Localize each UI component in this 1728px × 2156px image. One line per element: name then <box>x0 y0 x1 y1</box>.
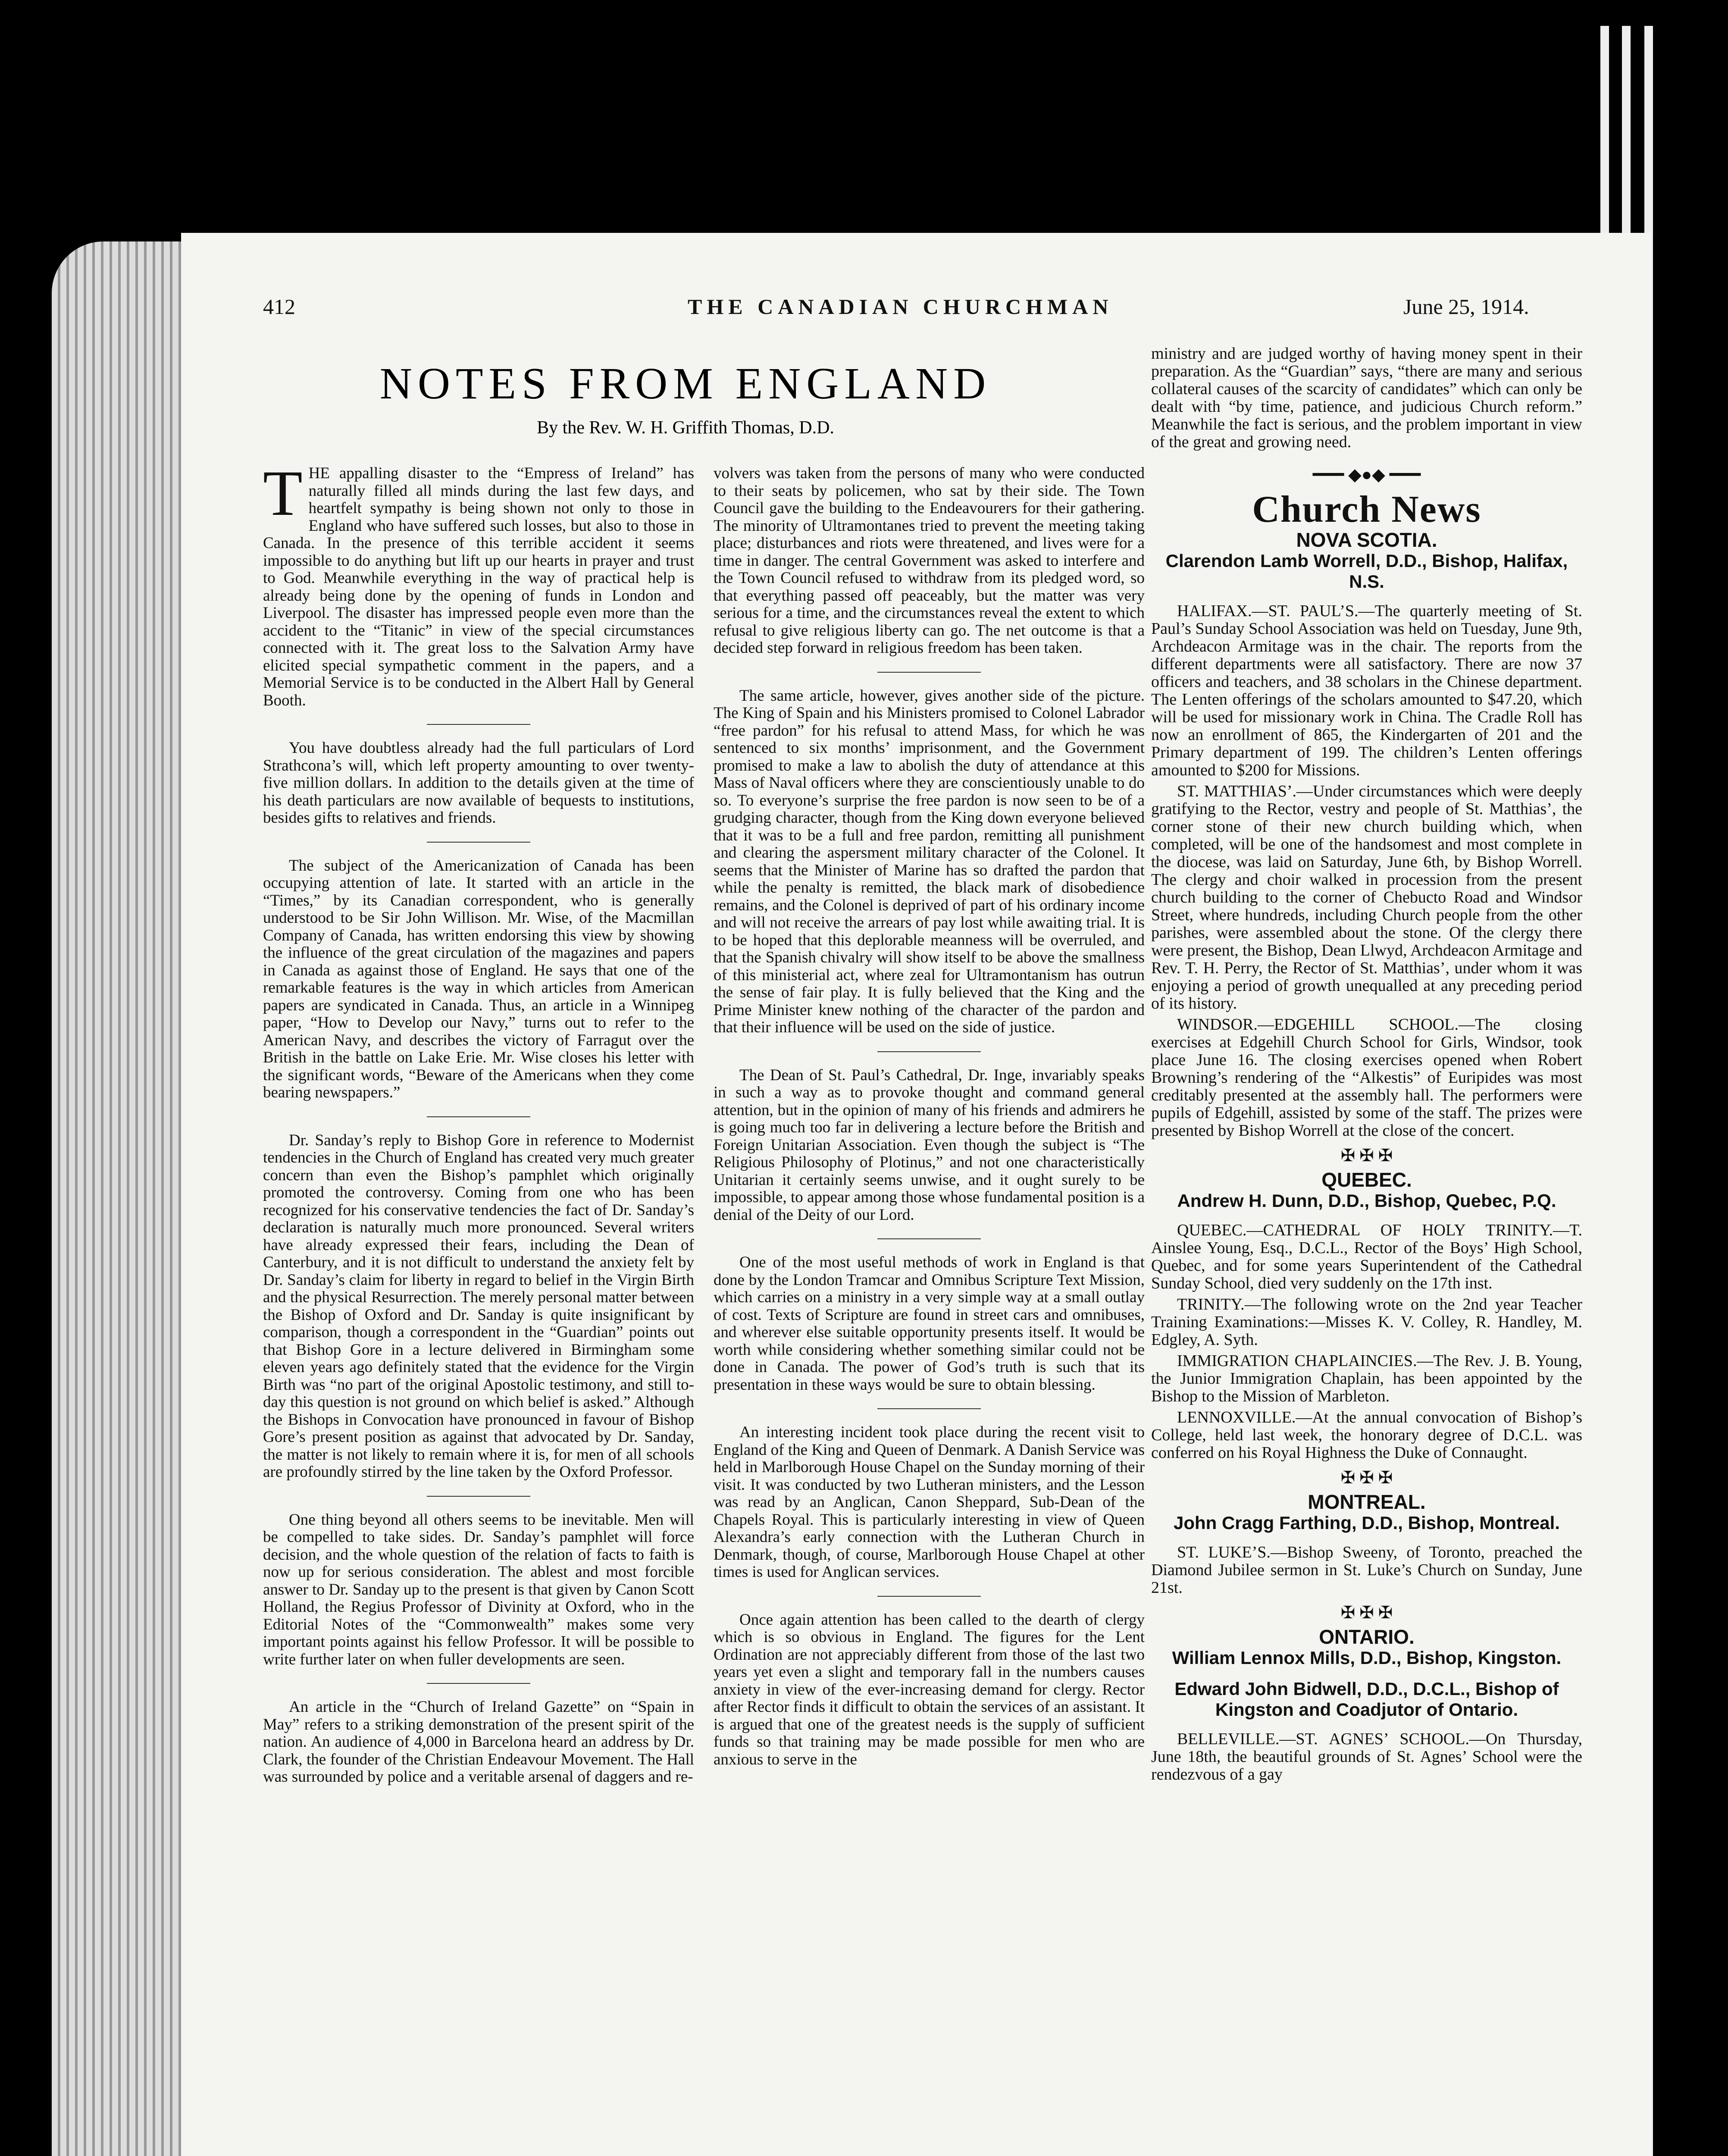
news-item: LENNOXVILLE.—At the annual convocation of Bishop’s College, held last week, the honorary degree of D.C.L. was conferred on his Royal Highness the Duke of Connaught. <box>1151 1408 1582 1462</box>
article-paragraph: An interesting incident took place during the recent visit to England of the King and Queen of Denmark. A Danish Service was held in Marlborough House Chapel on the Sunday morning of their visit. It was conducted by two Lutheran ministers, and the Lesson was read by an Anglican, Canon Sheppard, Sub-Dean of the Chapels Royal. This is particularly interesting in view of Queen Alexandra’s early connection with the Lutheran Church in Denmark, though, of course, Marlborough House Chapel at other times is used for Anglican services. <box>714 1423 1145 1581</box>
diocese-heading: QUEBEC. <box>1321 1169 1412 1191</box>
diocese-heading: NOVA SCOTIA. <box>1296 529 1437 551</box>
article-column-1 <box>263 458 694 1801</box>
article-title: NOTES FROM ENGLAND <box>379 359 992 408</box>
section-separator: ✠ ✠ ✠ <box>1340 1603 1393 1622</box>
bishop-line: Clarendon Lamb Worrell, D.D., Bishop, Halifax, N.S. <box>1165 551 1568 592</box>
divider <box>877 1238 981 1239</box>
article-paragraph: The Dean of St. Paul’s Cathedral, Dr. Inge, invariably speaks in such a way as to provoke thought and command general attention, but in the opinion of many of his friends and admirers he is going much too far in delivering a lecture before the British and Foreign Unitarian Association. Even though the subject is “The Religious Philosophy of Plotinus,” and not one characteristically Unitarian it certainly seems unwise, and it ought surely to be impossible, to appear among those whose fundamental position is a denial of the Deity of our Lord. <box>714 1066 1145 1224</box>
article-paragraph: THE appalling disaster to the “Empress of Ireland” has naturally filled all minds during the last few days, and heartfelt sympathy is being shown not only to those in England who have suffered such losses, but also to those in Canada. In the presence of this terrible accident it seems impossible to do anything but lift up our hearts in prayer and trust to God. Meanwhile everything in the way of practical help is already being done by the opening of funds in London and Liverpool. The disaster has impressed people even more than the accident to the “Titanic” in view of the special circumstances connected with it. The great loss to the Salvation Army have elicited special sympathetic comment in the papers, and a Memorial Service is to be conducted in the Albert Hall by General Booth. <box>263 458 694 709</box>
drop-cap: T <box>263 458 303 529</box>
article-paragraph: One thing beyond all others seems to be inevitable. Men will be compelled to take sides. Dr. Sanday’s pamphlet will force decision, and the whole question of the relation of facts to faith is now up for serious consideration. The ablest and most forcible answer to Dr. Sanday up to the present is that given by Canon Scott Holland, the Regius Professor of Divinity at Oxford, who in the Editorial Notes of the “Commonwealth” makes some very important points against his fellow Professor. It will be possible to write further later on when fuller developments are seen. <box>263 1510 694 1668</box>
divider <box>427 842 530 843</box>
church-news-column <box>1151 345 1582 1787</box>
divider <box>877 1051 981 1052</box>
diocese-heading: ONTARIO. <box>1319 1626 1415 1648</box>
news-item: QUEBEC.—CATHEDRAL OF HOLY TRINITY.—T. Ainslee Young, Esq., D.C.L., Rector of the Boys’ High School, Quebec, and for some years Superintendent of the Cathedral Sunday School, died very suddenly on the 17th inst. <box>1151 1221 1582 1292</box>
news-item: HALIFAX.—ST. PAUL’S.—The quarterly meeting of St. Paul’s Sunday School Association was held on Tuesday, June 9th, Archdeacon Armitage was in the chair. The reports from the different departments were all satisfactory. There are now 37 officers and teachers, and 38 scholars in the Chinese department. The Lenten offerings of the scholars amounted to $47.20, which will be used for missionary work in China. The Cradle Roll has now an enrollment of 865, the Kindergarten of 201 and the Primary department of 199. The children’s Lenten offerings amounted to $200 for Missions. <box>1151 602 1582 779</box>
news-item: TRINITY.—The following wrote on the 2nd year Teacher Training Examinations:—Misses K. V. Colley, R. Handley, M. Edgley, A. Syth. <box>1151 1295 1582 1349</box>
divider <box>427 1683 530 1684</box>
bishop-line: William Lennox Mills, D.D., Bishop, Kingston. <box>1172 1648 1562 1668</box>
article-paragraph: The subject of the Americanization of Canada has been occupying attention of late. It started with an article in the “Times,” by its Canadian correspondent, who is generally understood to be Sir John Willison. Mr. Wise, of the Macmillan Company of Canada, has written endorsing this view by showing the influence of the great circulation of the magazines and papers in Canada as against those of England. He says that one of the remarkable features is the way in which articles from American papers are syndicated in Canada. Thus, an article in a Winnipeg paper, “How to Develop our Navy,” turns out to refer to the American Navy, and describes the victory of Farragut over the British in the battle on Lake Erie. Mr. Wise closes his letter with the significant words, “Beware of the Americans when they come bearing newspapers.” <box>263 856 694 1101</box>
article-paragraph: The same article, however, gives another side of the picture. The King of Spain and his Ministers promised to Colonel Labrador “free pardon” for his refusal to attend Mass, for which he was sentenced to six months’ imprisonment, and the Government promised to make a law to abolish the duty of attendance at this Mass of Naval officers where they are conscientiously unable to do so. To everyone’s surprise the free pardon is now seen to be of a grudging character, though from the King down everyone believed that it was to be a full and free pardon, remitting all punishment and clearing the aspersment military character of the Colonel. It seems that the Minister of Marine has so drafted the pardon that while the penalty is remitted, the black mark of disobedience remains, and the Colonel is deprived of part of his ordinary income and will not receive the arrears of pay lost while awaiting trial. It is to be hoped that this deplorable meanness will be overruled, and that the Spanish chivalry will show itself to be above the smallness of this ministerial act, where zeal for Ultramontanism has outrun the sense of fair play. It is fully believed that the King and the Prime Minister knew nothing of the character of the pardon and that their influence will be used on the side of justice. <box>714 686 1145 1036</box>
section-masthead: Church News <box>1252 489 1481 530</box>
ornament-divider: ━━━ ◆●◆ ━━━ <box>1312 465 1421 484</box>
article-paragraph: An article in the “Church of Ireland Gazette” on “Spain in May” refers to a striking demonstration of the present spirit of the nation. An audience of 4,000 in Barcelona heard an address by Dr. Clark, the founder of the Christian Endeavour Movement. The Hall was surrounded by police and a veritable arsenal of daggers and re- <box>263 1698 694 1786</box>
news-item: IMMIGRATION CHAPLAINCIES.—The Rev. J. B. Young, the Junior Immigration Chaplain, has been appointed by the Bishop to the Mission of Marbleton. <box>1151 1352 1582 1405</box>
article-byline: By the Rev. W. H. Griffith Thomas, D.D. <box>537 418 834 438</box>
divider <box>427 724 530 725</box>
news-item: ST. MATTHIAS’.—Under circumstances which were deeply gratifying to the Rector, vestry and people of St. Matthias’, the corner stone of their new church building which, when completed, will be one of the handsomest and most complete in the diocese, was laid on Saturday, June 6th, by Bishop Worrell. The clergy and choir walked in procession from the present church building to the corner of Chebucto Road and Windsor Street, where hundreds, including Church people from the other parishes, were assembled about the stone. Of the clergy there were present, the Bishop, Dean Llwyd, Archdeacon Armitage and Rev. T. H. Perry, the Rector of St. Matthias’, under whom it was enjoying a period of growth unequalled at any preceding period of its history. <box>1151 782 1582 1012</box>
section-separator: ✠ ✠ ✠ <box>1340 1468 1393 1487</box>
article-paragraph: One of the most useful methods of work in England is that done by the London Tramcar and Omnibus Scripture Text Mission, which carries on a ministry in a very simple way at a small outlay of cost. Texts of Scripture are found in street cars and omnibuses, and wherever else suitable opportunity presents itself. It would be worth while considering whether something similar could not be done in Canada. The power of God’s truth is such that its presentation in these ways would be sure to obtain blessing. <box>714 1253 1145 1394</box>
news-item: BELLEVILLE.—ST. AGNES’ SCHOOL.—On Thursday, June 18th, the beautiful grounds of St. Agnes’ School were the rendezvous of a gay <box>1151 1730 1582 1783</box>
section-separator: ✠ ✠ ✠ <box>1340 1146 1393 1165</box>
article-paragraph: ministry and are judged worthy of having money spent in their preparation. As the “Guardian” says, “there are many and serious collateral causes of the scarcity of candidates” which can only be dealt with “by time, patience, and judicious Church reform.” Meanwhile the fact is serious, and the problem important in view of the great and growing need. <box>1151 345 1582 451</box>
divider <box>877 1408 981 1409</box>
book-page-edges <box>52 241 181 2156</box>
bishop-line: Andrew H. Dunn, D.D., Bishop, Quebec, P.Q. <box>1177 1191 1556 1211</box>
issue-date: June 25, 1914. <box>1403 295 1529 319</box>
article-column-2 <box>714 465 1145 1783</box>
diocese-heading: MONTREAL. <box>1308 1491 1426 1513</box>
divider <box>427 1116 530 1117</box>
article-paragraph: volvers was taken from the persons of many who were conducted to their seats by policemen, who sat by their side. The Town Council gave the building to the Endeavourers for their gathering. The minority of Ultramontanes tried to prevent the meeting taking place; disturbances and riots were threatened, and lives were for a time in danger. The central Government was asked to interfere and the Town Council refused to withdraw from its pledged word, so that everything passed off peaceably, but the matter was very serious for a time, and the circumstances reveal the extent to which refusal to give religious liberty can go. The net outcome is that a decided step forward in religious freedom has been taken. <box>714 464 1145 657</box>
news-item: ST. LUKE’S.—Bishop Sweeny, of Toronto, preached the Diamond Jubilee sermon in St. Luke’s Church on Sunday, June 21st. <box>1151 1543 1582 1597</box>
page-number: 412 <box>263 295 295 319</box>
article-paragraph: Once again attention has been called to the dearth of clergy which is so obvious in England. The figures for the Lent Ordination are not appreciably different from those of the last two years yet even a slight and temporary fall in the numbers causes anxiety in view of the ever-increasing demand for clergy. Rector after Rector finds it difficult to obtain the services of an assistant. It is argued that one of the greatest needs is the supply of sufficient funds so that training may be made possible for men who are anxious to serve in the <box>714 1611 1145 1768</box>
article-paragraph: Dr. Sanday’s reply to Bishop Gore in reference to Modernist tendencies in the Church of England has created very much greater concern than even the Bishop’s pamphlet which originally promoted the controversy. Coming from one who has been recognized for his conservative tendencies the fact of Dr. Sanday’s declaration is naturally much more pronounced. Several writers have already expressed their fears, including the Dean of Canterbury, and it is not difficult to understand the anxiety felt by Dr. Sanday’s claim for liberty in regard to belief in the Virgin Birth and the physical Resurrection. The merely personal matter between the Bishop of Oxford and Dr. Sanday is quite insignificant by comparison, though a correspondent in the “Guardian” points out that Bishop Gore in a lecture delivered in Birmingham some eleven years ago definitely stated that the evidence for the Virgin Birth was “no part of the original Apostolic testimony, and still to-day this question is not ground on which belief is asked.” Although the Bishops in Convocation have pronounced in favour of Bishop Gore’s present position as against that advocated by Dr. Sanday, the matter is not likely to remain where it is, for men of all schools are profoundly stirred by the line taken by the Oxford Professor. <box>263 1131 694 1481</box>
bishop-line: John Cragg Farthing, D.D., Bishop, Montreal. <box>1173 1513 1560 1533</box>
article-paragraph: You have doubtless already had the full particulars of Lord Strathcona’s will, which left property amounting to over twenty-five million dollars. In addition to the details given at the time of his death particulars are now available of bequests to institutions, besides gifts to relatives and friends. <box>263 739 694 827</box>
divider <box>877 1596 981 1597</box>
divider <box>427 1496 530 1497</box>
coadjutor-line: Edward John Bidwell, D.D., D.C.L., Bishop of Kingston and Coadjutor of Ontario. <box>1174 1679 1559 1720</box>
publication-title: THE CANADIAN CHURCHMAN <box>688 295 1113 319</box>
news-item: WINDSOR.—EDGEHILL SCHOOL.—The closing exercises at Edgehill Church School for Girls, Windsor, took place June 16. The closing exercises opened when Robert Browning’s rendering of the “Alkestis” of Euripides was most creditably presented at the assembly hall. The performers were pupils of Edgehill, assisted by some of the staff. The prizes were presented by Bishop Worrell at the close of the concert. <box>1151 1015 1582 1140</box>
divider <box>877 672 981 673</box>
